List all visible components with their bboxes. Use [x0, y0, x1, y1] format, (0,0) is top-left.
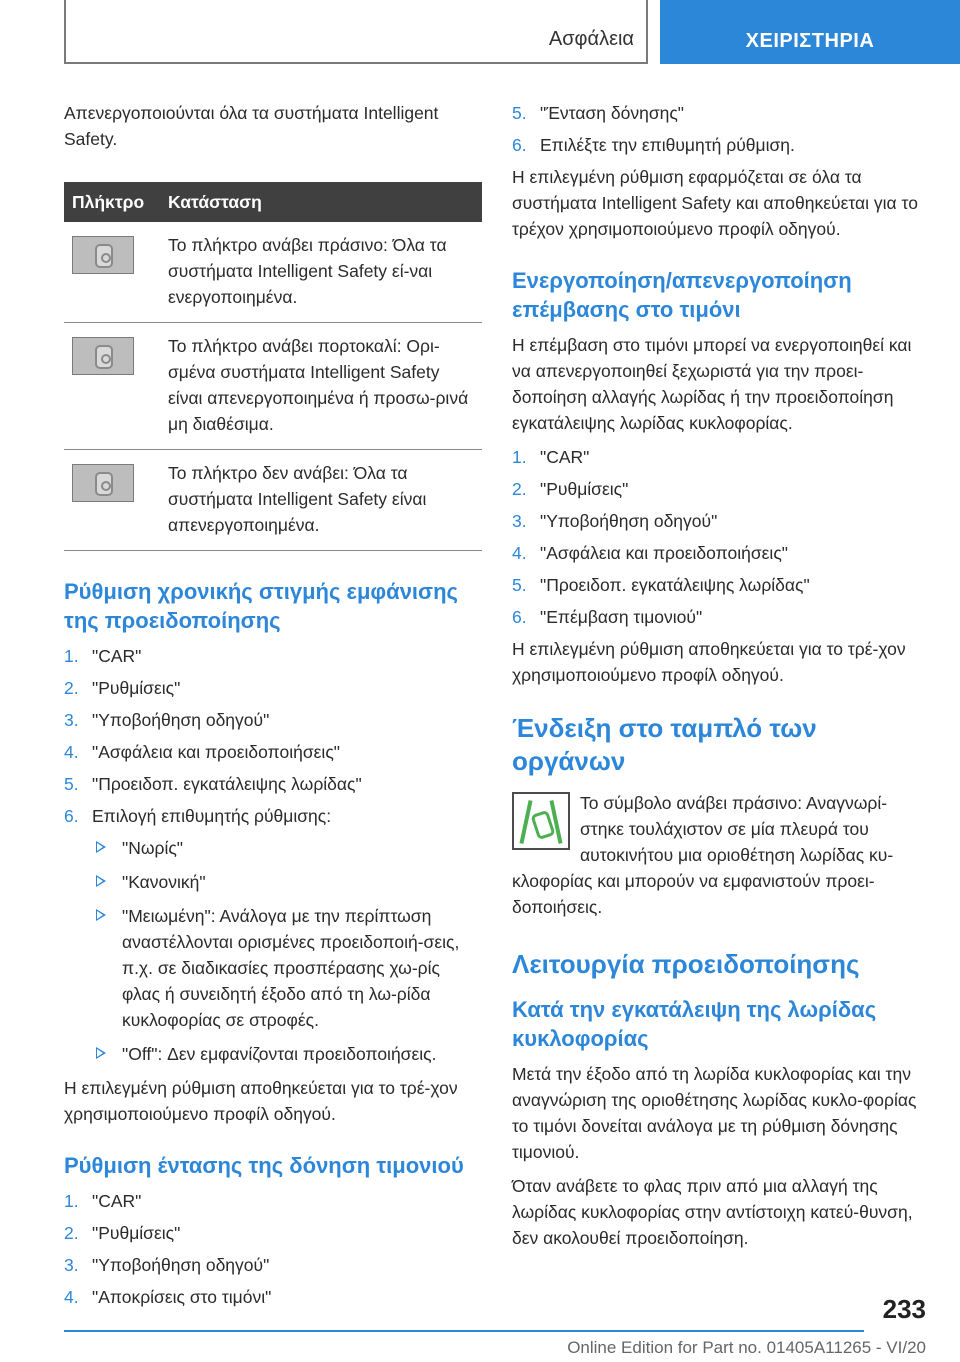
header-section-tab	[64, 0, 648, 64]
table-header-key: Πλήκτρο	[64, 182, 160, 222]
list-item: 5. "Προειδοπ. εγκατάλειψης λωρίδας"	[512, 575, 810, 595]
footer-divider	[64, 1330, 864, 1332]
lane-departure-icon	[512, 792, 570, 850]
list-item: 6. Επιλογή επιθυμητής ρύθμισης:	[64, 806, 332, 826]
triangle-bullet-icon	[96, 841, 106, 853]
note-paragraph: Η επιλεγμένη ρύθμιση αποθηκεύεται για το τρέ‐χον χρησιμοποιούμενο προφίλ οδηγού.	[64, 1078, 458, 1124]
triangle-bullet-icon	[96, 1047, 106, 1059]
body-paragraph: Όταν ανάβετε το φλας πριν από μια αλλαγή της λωρίδας κυκλοφορίας στην αντίστοιχη κατεύ‐θυνση, δεν ακολουθεί προειδοποίηση.	[512, 1176, 913, 1248]
section-title-vibration: Ρύθμιση έντασης της δόνηση τιμονιού	[64, 1153, 464, 1178]
table-cell-icon	[64, 323, 160, 450]
table-cell-text: Το πλήκτρο ανάβει πράσινο: Όλα τα συστήματα Intelligent Safety εί‐ναι ενεργοποιημένα.	[160, 222, 482, 323]
section-title-cluster-display: Ένδειξη στο ταμπλό των οργάνων	[512, 713, 817, 776]
left-column	[64, 100, 482, 1316]
header-section-title: Ασφάλεια	[548, 28, 634, 50]
list-item: 6. Επιλέξτε την επιθυμητή ρύθμιση.	[512, 135, 795, 155]
note-paragraph: Η επιλεγμένη ρύθμιση αποθηκεύεται για το τρέ‐χον χρησιμοποιούμενο προφίλ οδηγού.	[512, 639, 906, 685]
header-chapter-tab	[660, 0, 960, 64]
list-item: "Νωρίς"	[92, 835, 482, 861]
list-item: 1. "CAR"	[64, 1191, 142, 1211]
intro-paragraph: Η επέμβαση στο τιμόνι μπορεί να ενεργοποιηθεί και να απενεργοποιηθεί ξεχωριστά για την προει‐δοποίηση αλλαγής λωρίδας ή την προειδοποίηση εγκατάλειψης λωρίδας κυκλοφορίας.	[512, 335, 912, 433]
list-item: 5. "Ένταση δόνησης"	[512, 103, 684, 123]
section-title-steering-intervention: Ενεργοποίηση/απενεργοποίηση επέμβασης στο τιμόνι	[512, 268, 852, 322]
cluster-display-block	[512, 790, 926, 920]
list-item: "Off": Δεν εμφανίζονται προειδοποιήσεις.	[92, 1041, 482, 1067]
table-cell-icon	[64, 222, 160, 323]
header-chapter-title: ΧΕΙΡΙΣΤΗΡΙΑ	[745, 30, 875, 52]
table-row	[64, 323, 482, 450]
list-item: 2. "Ρυθμίσεις"	[512, 479, 629, 499]
table-row	[64, 222, 482, 323]
list-item: 3. "Υποβοήθηση οδηγού"	[64, 710, 270, 730]
lock-button-icon	[72, 337, 134, 375]
cluster-display-text: Το σύμβολο ανάβει πράσινο: Αναγνωρί‐στηκε τουλάχιστον σε μία πλευρά του αυτοκινήτου μια οριοθέτηση λωρίδας κυ‐κλοφορίας και μπορούν να εμφανιστούν προει‐δοποιήσεις.	[512, 793, 894, 917]
body-paragraph: Μετά την έξοδο από τη λωρίδα κυκλοφορίας και την αναγνώριση της οριοθέτησης λωρίδας κυκλο‐φορίας το τιμόνι δονείται ανάλογα με τη ρύθμιση δόνησης τιμονιού.	[512, 1064, 917, 1162]
lock-button-icon	[72, 464, 134, 502]
right-column	[512, 100, 926, 1251]
list-item: "Μειωμένη": Ανάλογα με την περίπτωση αναστέλλονται ορισμένες προειδοποιή‐σεις, π.χ. σε διαδικασίες προσπέρασης χω‐ρίς φλας ή συνειδητή έξοδο από τη λω‐ρίδα κυκλοφορίας σε στροφές.	[92, 903, 482, 1033]
list-item: 1. "CAR"	[512, 447, 590, 467]
list-item: 5. "Προειδοπ. εγκατάλειψης λωρίδας"	[64, 774, 362, 794]
table-cell-text: Το πλήκτρο δεν ανάβει: Όλα τα συστήματα Intelligent Safety είναι απενεργοποιημένα.	[160, 450, 482, 551]
section-title-warning-time: Ρύθμιση χρονικής στιγμής εμφάνισης της προειδοποίησης	[64, 579, 458, 633]
table-header-state: Κατάσταση	[160, 182, 482, 222]
list-item: 4. "Ασφάλεια και προειδοποιήσεις"	[64, 742, 340, 762]
key-status-table	[64, 182, 482, 551]
lock-button-icon	[72, 236, 134, 274]
list-item: 1. "CAR"	[64, 646, 142, 666]
section-title-leaving-lane: Κατά την εγκατάλειψη της λωρίδας κυκλοφορίας	[512, 997, 877, 1051]
steps-list-steering	[512, 444, 926, 630]
options-list	[92, 835, 482, 1067]
steps-list-warning-time	[64, 643, 482, 829]
list-item: "Κανονική"	[92, 869, 482, 895]
intro-paragraph: Απενεργοποιούνται όλα τα συστήματα Intelligent Safety.	[64, 103, 439, 149]
steps-list-vibration-cont	[512, 100, 926, 158]
table-cell-text: Το πλήκτρο ανάβει πορτοκαλί: Ορι‐σμένα συστήματα Intelligent Safety είναι απενεργοποιημένα ή προσω‐ρινά μη διαθέσιμα.	[160, 323, 482, 450]
triangle-bullet-icon	[96, 875, 106, 887]
footer-edition: Online Edition for Part no. 01405A11265 - VI/20	[567, 1338, 926, 1357]
list-item: 6. "Επέμβαση τιμονιού"	[512, 607, 703, 627]
table-row	[64, 450, 482, 551]
page-number: 233	[882, 1294, 926, 1324]
steps-list-vibration	[64, 1188, 482, 1310]
list-item: 3. "Υποβοήθηση οδηγού"	[512, 511, 718, 531]
table-header-row	[64, 182, 482, 222]
list-item: 3. "Υποβοήθηση οδηγού"	[64, 1255, 270, 1275]
list-item: 2. "Ρυθμίσεις"	[64, 678, 181, 698]
list-item: 2. "Ρυθμίσεις"	[64, 1223, 181, 1243]
list-item: 4. "Ασφάλεια και προειδοποιήσεις"	[512, 543, 788, 563]
section-title-warning-function: Λειτουργία προειδοποίησης	[512, 949, 860, 979]
page-header	[64, 0, 960, 64]
triangle-bullet-icon	[96, 909, 106, 921]
list-item: 4. "Αποκρίσεις στο τιμόνι"	[64, 1287, 272, 1307]
table-cell-icon	[64, 450, 160, 551]
note-paragraph: Η επιλεγμένη ρύθμιση εφαρμόζεται σε όλα τα συστήματα Intelligent Safety και αποθηκεύεται για το τρέχον χρησιμοποιούμενο προφίλ οδηγού.	[512, 167, 918, 239]
